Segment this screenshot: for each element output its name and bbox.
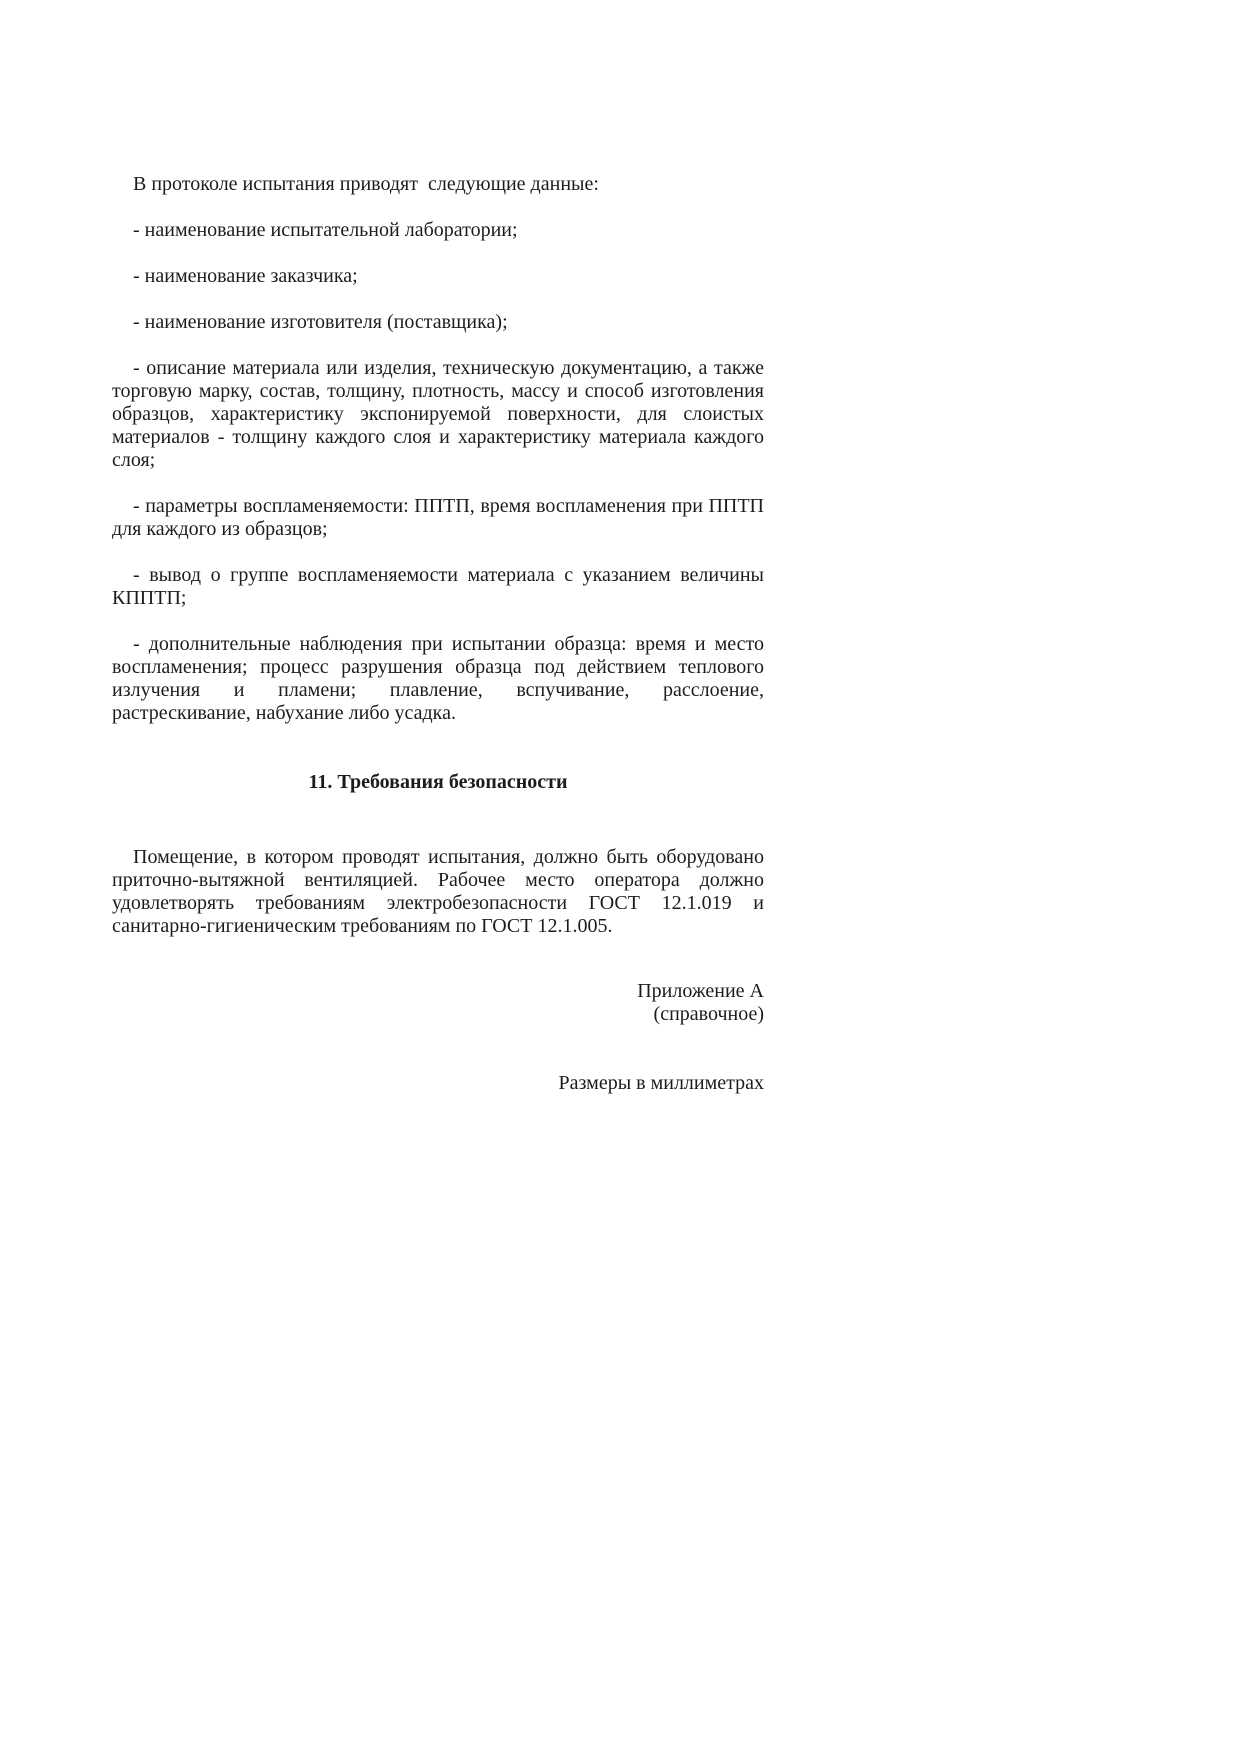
safety-requirements-paragraph: Помещение, в котором проводят испытания, должно быть оборудовано приточно-вытяжной вентиляцией. Рабочее место оператора должно удовлетворять требованиям электробезопасности ГОСТ 12.1.019 и санитарно-гигиеническим требованиям по ГОСТ 12.1.005. (112, 846, 764, 937)
annex-label: Приложение А (637, 980, 764, 1002)
list-item-additional-observations: - дополнительные наблюдения при испытании образца: время и место воспламенения; процесс разрушения образца под действием теплового излучения и пламени; плавление, вспучивание, расслоение, растрескивание, набухание либо усадка. (112, 633, 764, 724)
list-item-flammability-parameters: - параметры воспламеняемости: ППТП, время воспламенения при ППТП для каждого из образцов; (112, 495, 764, 540)
units-note: Размеры в миллиметрах (558, 1072, 764, 1094)
section-heading: 11. Требования безопасности (308, 771, 568, 793)
list-item-customer: - наименование заказчика; (133, 265, 358, 287)
annex-type-note: (справочное) (653, 1003, 764, 1025)
list-item-material-description: - описание материала или изделия, техническую документацию, а также торговую марку, состав, толщину, плотность, массу и способ изготовления образцов, характеристику экспонируемой поверхности, для слоистых материалов - толщину каждого слоя и характеристику материала каждого слоя; (112, 357, 764, 471)
list-item-laboratory: - наименование испытательной лаборатории; (133, 219, 518, 241)
list-item-manufacturer: - наименование изготовителя (поставщика); (133, 311, 508, 333)
list-item-flammability-group-conclusion: - вывод о группе воспламеняемости материала с указанием величины КППТП; (112, 564, 764, 609)
annex-block (112, 980, 764, 1026)
intro-paragraph: В протоколе испытания приводят следующие данные: (133, 173, 599, 195)
text-column (112, 173, 764, 1095)
